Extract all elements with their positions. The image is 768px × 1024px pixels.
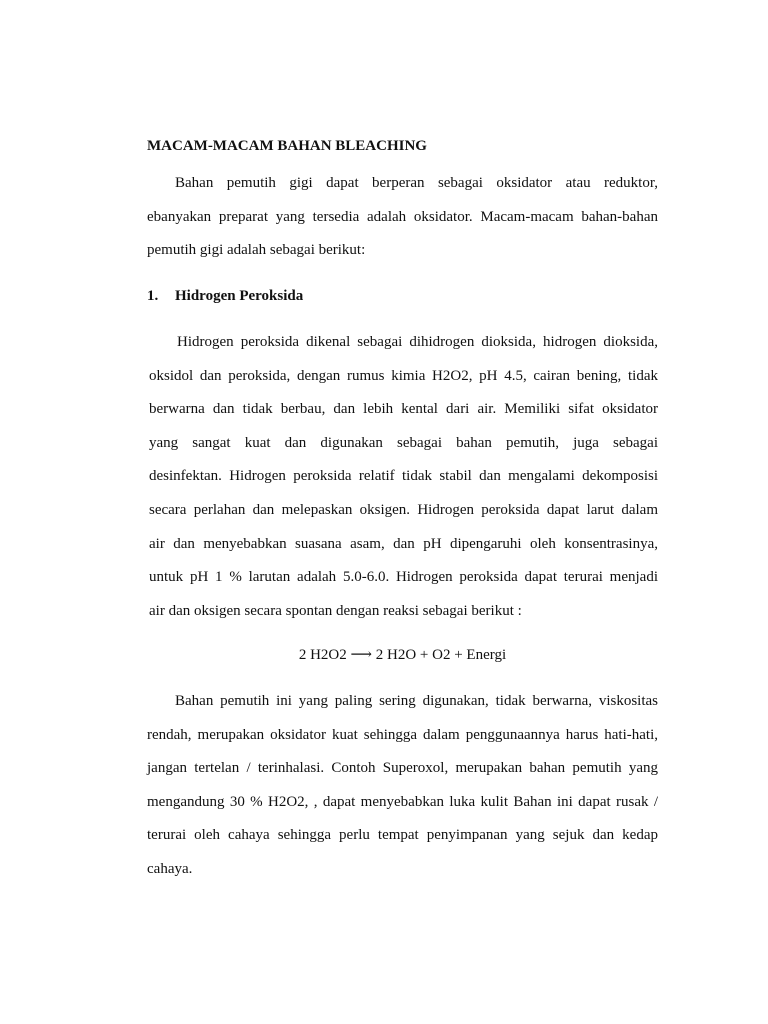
intro-paragraph [147, 167, 658, 268]
section-heading [147, 280, 658, 314]
paragraph-line: rendah, merupakan oksidator kuat sehingga dalam penggunaannya harus hati-hati, [147, 726, 658, 743]
paragraph-line: cahaya. [147, 860, 193, 877]
bleaching-usage-paragraph [147, 685, 658, 887]
paragraph-line: secara perlahan dan melepaskan oksigen. Hidrogen peroksida dapat larut dalam [149, 501, 658, 518]
paragraph-line: untuk pH 1 % larutan adalah 5.0-6.0. Hidrogen peroksida dapat terurai menjadi [149, 569, 658, 586]
paragraph-line: jangan tertelan / terinhalasi. Contoh Superoxol, merupakan bahan pemutih yang [147, 760, 658, 777]
paragraph-line: yang sangat kuat dan digunakan sebagai bahan pemutih, juga sebagai [149, 434, 658, 451]
paragraph-line: Hidrogen peroksida dikenal sebagai dihidrogen dioksida, hidrogen dioksida, [177, 334, 658, 350]
paragraph-line: air dan menyebabkan suasana asam, dan pH dipengaruhi oleh konsentrasinya, [149, 535, 658, 552]
paragraph-line: mengandung 30 % H2O2, , dapat menyebabkan luka kulit Bahan ini dapat rusak / [147, 793, 658, 810]
paragraph-line: ebanyakan preparat yang tersedia adalah oksidator. Macam-macam bahan-bahan [147, 208, 658, 225]
paragraph-line: Bahan pemutih ini yang paling sering digunakan, tidak berwarna, viskositas [175, 693, 658, 709]
document-title-block [147, 130, 658, 164]
hidrogen-peroksida-paragraph [149, 326, 658, 628]
paragraph-line: berwarna dan tidak berbau, dan lebih kental dari air. Memiliki sifat oksidator [149, 401, 658, 418]
section-number: 1. [147, 288, 159, 304]
document-title: MACAM-MACAM BAHAN BLEACHING [147, 138, 427, 154]
section-heading-text: Hidrogen Peroksida [175, 288, 304, 304]
paragraph-line: terurai oleh cahaya sehingga perlu tempat penyimpanan yang sejuk dan kedap [147, 827, 658, 844]
paragraph-line: Bahan pemutih gigi dapat berperan sebagai oksidator atau reduktor, [175, 175, 658, 191]
paragraph-line: desinfektan. Hidrogen peroksida relatif tidak stabil dan mengalami dekomposisi [149, 468, 658, 485]
paragraph-line: oksidol dan peroksida, dengan rumus kimia H2O2, pH 4.5, cairan bening, tidak [149, 367, 658, 384]
paragraph-line: pemutih gigi adalah sebagai berikut: [147, 242, 366, 259]
reaction-equation: 2 H2O2 ⟶ 2 H2O + O2 + Energi [298, 647, 507, 663]
paragraph-line: air dan oksigen secara spontan dengan reaksi sebagai berikut : [149, 602, 522, 619]
reaction-equation-block [147, 639, 658, 673]
section-heading-row [147, 280, 658, 314]
